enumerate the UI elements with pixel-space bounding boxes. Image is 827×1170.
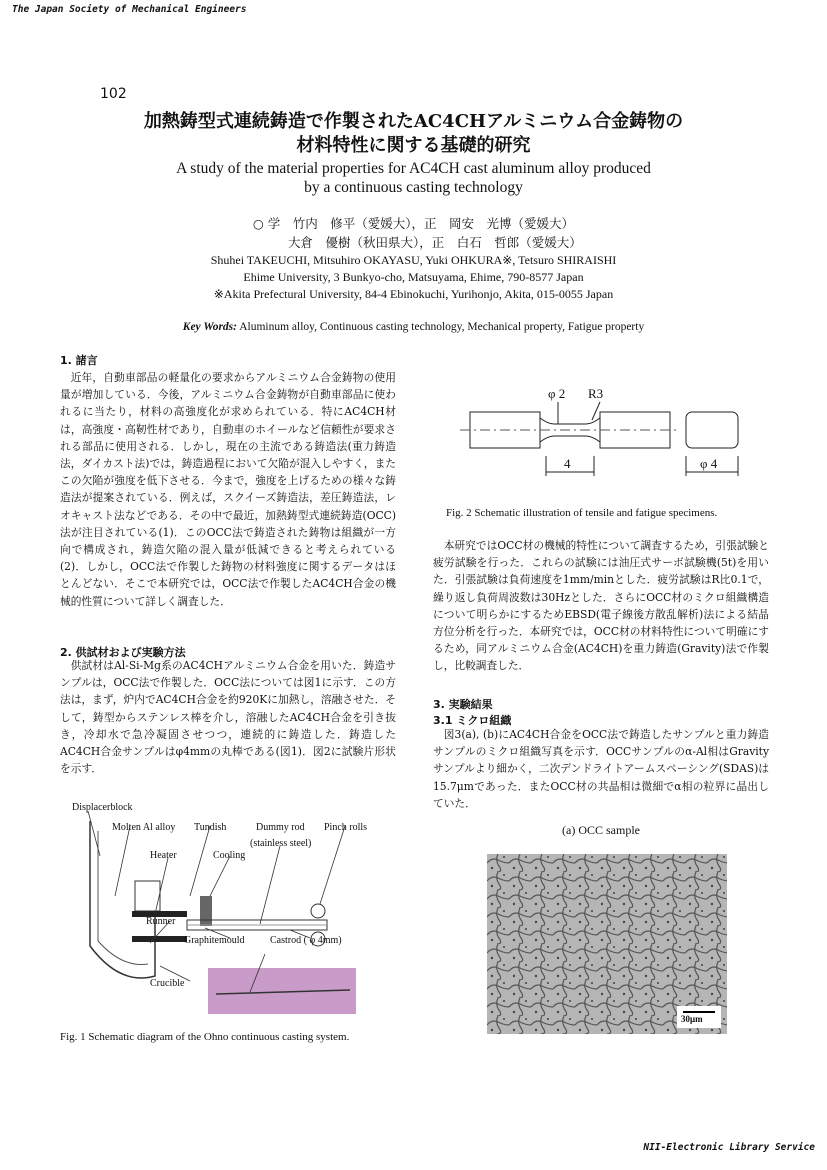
section2-heading: 2. 供試材および実験方法 xyxy=(60,646,186,659)
label-crucible: Crucible xyxy=(150,978,185,989)
title-en-line2: by a continuous casting technology xyxy=(304,179,523,196)
keywords xyxy=(110,319,717,336)
label-graphite: Graphitemould xyxy=(184,935,245,946)
label-castrod: Castrod ( φ 4mm) xyxy=(270,935,342,946)
section3-1-heading: 3.1 ミクロ組織 xyxy=(433,714,512,727)
keywords-label: Key Words: xyxy=(182,321,237,333)
right-body: 本研究ではOCC材の機械的特性について調査するため，引張試験と疲労試験を行った．これらの試験には油圧式サーボ試験機(5t)を用いた．引張試験は負荷速度を1mm/minとした．疲労試験はR比0.1で，繰り返し負荷周波数は30Hzとした．さらにOCC材のミクロ組織構造について明らかにするためEBSD(電子線後方散乱解析)法による結晶方位分析を行った．本研究では，OCC材の材料特性について明確にするため，同アルミニウム合金(AC4CH)を重力鋳造(Gravity)法で作製し，比較調査した． xyxy=(433,539,769,673)
affiliation-2: ※Akita Prefectural University, 84-4 Ebinokuchi, Yurihonjo, Akita, 015-0055 Japan xyxy=(213,287,614,301)
section1-heading: 1. 諸言 xyxy=(60,354,98,367)
section3-body: 図3(a), (b)にAC4CH合金をOCC法で鋳造したサンプルと重力鋳造サンプルのミクロ組織写真を示す．OCCサンプルのα-Al相はGravityサンプルより細かく，二次デンドライトアームスペーシング(SDAS)は15.7μmであった．またOCC材の共晶相は微細でα相の粒界に晶出していた． xyxy=(433,728,769,810)
affiliation-1: Ehime University, 3 Bunkyo-cho, Matsuyama, Ehime, 790-8577 Japan xyxy=(243,270,584,284)
label-dummy: Dummy rod xyxy=(256,822,305,833)
label-r3: R3 xyxy=(588,386,604,401)
label-heater: Heater xyxy=(150,850,177,861)
micrograph-occ xyxy=(487,854,727,1034)
authors-en-names: Shuhei TAKEUCHI, Mitsuhiro OKAYASU, Yuki OHKURA※, Tetsuro SHIRAISHI xyxy=(210,253,617,267)
label-tundish: Tundish xyxy=(194,822,227,833)
title-en-line1: A study of the material properties for AC4CH cast aluminum alloy produced xyxy=(176,160,651,177)
title-jp-line1: 加熱鋳型式連続鋳造で作製されたAC4CHアルミニウム合金鋳物の xyxy=(143,111,684,132)
header-society: The Japan Society of Mechanical Engineers xyxy=(12,4,247,15)
figure-3-caption: (a) OCC sample xyxy=(562,823,640,837)
label-molten: Molten Al alloy xyxy=(112,822,176,833)
label-displacer: Displacerblock xyxy=(72,802,133,813)
label-stainless: (stainless steel) xyxy=(250,838,312,849)
label-cooling: Cooling xyxy=(213,850,246,861)
label-phi2: φ 2 xyxy=(548,386,566,401)
figure-2 xyxy=(460,384,772,484)
keywords-text: Aluminum alloy, Continuous casting technology, Mechanical property, Fatigue property xyxy=(236,321,645,333)
figure-2-caption: Fig. 2 Schematic illustration of tensile and fatigue specimens. xyxy=(446,507,718,519)
specimen-diagram xyxy=(460,384,772,484)
label-phi4: φ 4 xyxy=(700,456,718,471)
figure-1 xyxy=(60,796,400,1021)
footer-service: NII-Electronic Library Service xyxy=(643,1142,815,1153)
label-len4: 4 xyxy=(564,456,571,471)
label-runner: Runner xyxy=(146,916,176,927)
label-pinch: Pinch rolls xyxy=(324,822,368,833)
section1-body: 近年，自動車部品の軽量化の要求からアルミニウム合金鋳物の使用量が増加している．今後，アルミニウム合金鋳物が自動車部品に使われるに当たり，材料の高強度化が求められている．特にAC4CH材は，高強度・高靭性材であり，自動車のホイールなど信頼性が要求される部品に使用される．しかし，現在の主流である鋳造法(重力鋳造法，ダイカスト法)では，鋳造過程において欠陥が混入しやすく，またこの欠陥が強度を低下させる．今まで，強度を上げるための様々な鋳造法が提案されている．例えば，スクイーズ鋳造法，差圧鋳造法，レオキャスト法などである．その中で最近，加熱鋳型式連続鋳造(OCC)法が注目されている(1)．このOCC法で鋳造された鋳物は組織が一方向で構成され，鋳造欠陥の混入量が低減できると考えられている(2)．しかし，OCC法で作製した鋳物の材料強度に関するデータはほとんどない．そこで本研究では，OCC法で作製したAC4CH合金の機械的性質について詳しく調査した． xyxy=(60,371,396,608)
authors-jp-line2: 大倉 優樹（秋田県大），正 白石 哲郎（愛媛大） xyxy=(288,235,582,250)
section2-body: 供試材はAl-Si-Mg系のAC4CHアルミニウム合金を用いた．鋳造サンプルは，OCC法で作製した．OCC法については図1に示す．この方法は，まず，炉内でAC4CH合金を約920Kに加熱し，溶融させた．そして，鋳型からステンレス棒を介し，溶融したAC4CH合金を引き抜き，冷却水で急冷凝固させつつ，連続的に鋳造した．鋳造したAC4CH合金サンプルはφ4mmの丸棒である(図1)．図2に試験片形状を示す． xyxy=(60,659,396,776)
page-number: 102 xyxy=(100,86,127,102)
scale-bar-label: 30μm xyxy=(681,1014,703,1024)
authors-jp-line1: ○ 学 竹内 修平（愛媛大），正 岡安 光博（愛媛大） xyxy=(252,216,575,231)
section3-heading: 3. 実験結果 xyxy=(433,698,493,711)
microstructure-image xyxy=(487,854,727,1034)
figure-1-caption: Fig. 1 Schematic diagram of the Ohno continuous casting system. xyxy=(60,1031,350,1043)
title-jp-line2: 材料特性に関する基礎的研究 xyxy=(296,135,531,156)
